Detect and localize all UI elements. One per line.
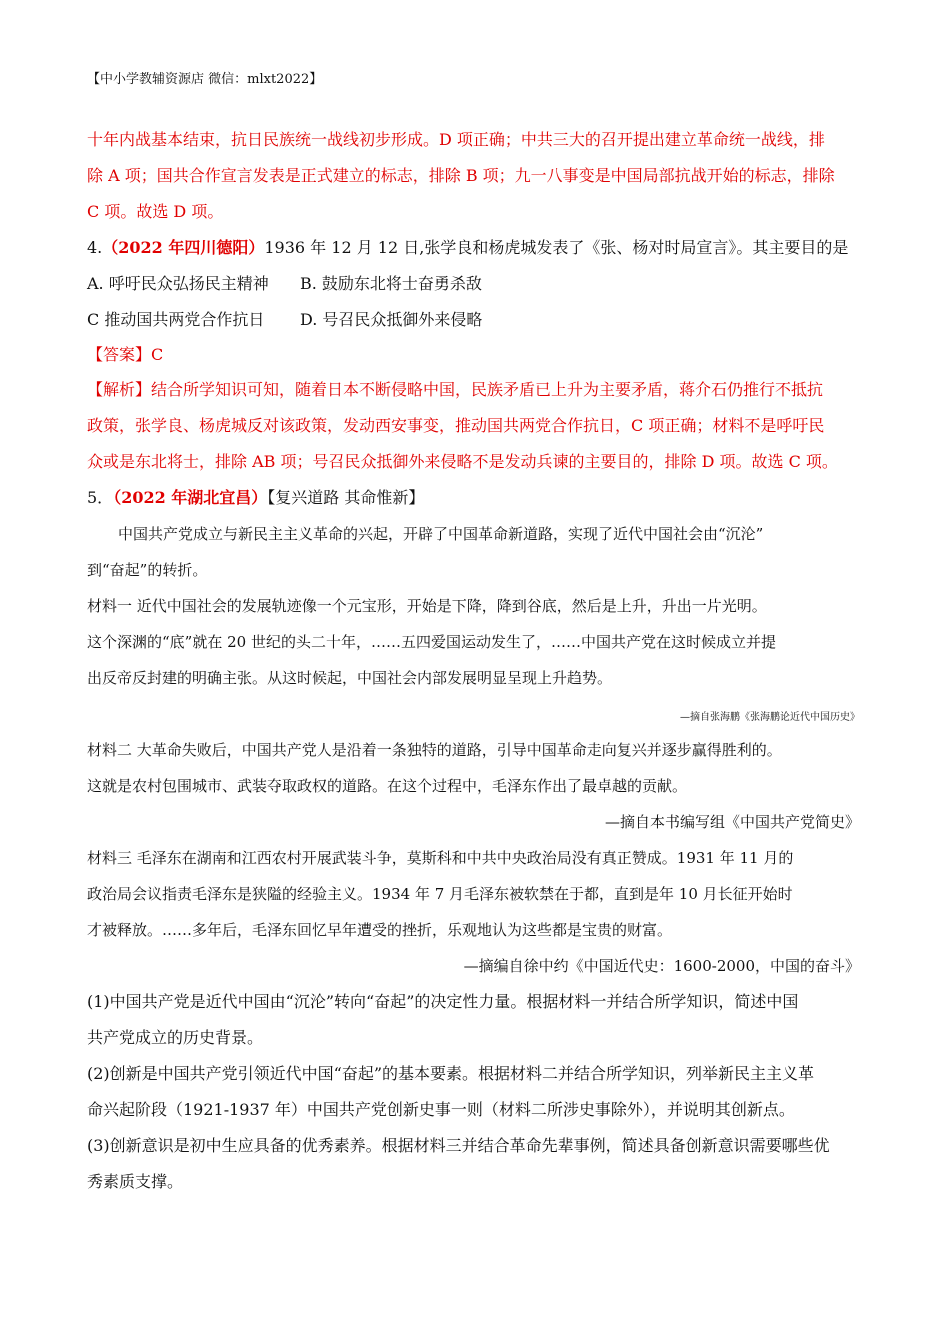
intro-line-1: 中国共产党成立与新民主主义革命的兴起，开辟了中国革命新道路，实现了近代中国社会由“沉沦” bbox=[118, 525, 764, 543]
sub-question-2-line-1: (2)创新是中国共产党引领近代中国“奋起”的基本要素。根据材料二并结合所学知识，列举新民主主义革 bbox=[87, 1064, 815, 1083]
option-b: B. 鼓励东北将士奋勇杀敌 bbox=[300, 274, 482, 293]
material-1-line-1: 材料一 近代中国社会的发展轨迹像一个元宝形，开始是下降，降到谷底，然后是上升，升出一片光明。 bbox=[87, 597, 767, 615]
sub-question-1-line-2: 共产党成立的历史背景。 bbox=[87, 1028, 264, 1047]
sub-question-3-line-1: (3)创新意识是初中生应具备的优秀素养。根据材料三并结合革命先辈事例，简述具备创新意识需要哪些优 bbox=[87, 1136, 830, 1155]
prev-analysis-line-2: 除 A 项；国共合作宣言发表是正式建立的标志，排除 B 项；九一八事变是中国局部抗战开始的标志，排除 bbox=[87, 166, 835, 185]
question-5-stem bbox=[87, 488, 424, 508]
material-3-line-1: 材料三 毛泽东在湖南和江西农村开展武装斗争，莫斯科和中共中央政治局没有真正赞成。1931 年 11 月的 bbox=[87, 849, 794, 867]
question-4-stem bbox=[87, 238, 848, 258]
question-number: 4. bbox=[87, 238, 103, 257]
question-topic: 【复兴道路 其命惟新】 bbox=[267, 488, 425, 507]
analysis-text: 结合所学知识可知，随着日本不断侵略中国，民族矛盾已上升为主要矛盾，蒋介石仍推行不抵抗 bbox=[151, 380, 824, 399]
sub-question-3-line-2: 秀素质支撑。 bbox=[87, 1172, 184, 1191]
material-3-line-3: 才被释放。……多年后，毛泽东回忆早年遭受的挫折，乐观地认为这些都是宝贵的财富。 bbox=[87, 921, 673, 939]
material-2-line-1: 材料二 大革命失败后，中国共产党人是沿着一条独特的道路，引导中国革命走向复兴并逐步赢得胜利的。 bbox=[87, 741, 782, 759]
question-source: （2022 年湖北宜昌） bbox=[113, 488, 268, 507]
analysis-label: 【解析】 bbox=[87, 380, 152, 399]
analysis-line-1 bbox=[87, 380, 823, 400]
sub-question-2-line-2: 命兴起阶段（1921-1937 年）中国共产党创新史事一则（材料二所涉史事除外），并说明其创新点。 bbox=[87, 1100, 795, 1119]
material-2-line-2: 这就是农村包围城市、武装夺取政权的道路。在这个过程中，毛泽东作出了最卓越的贡献。 bbox=[87, 777, 688, 795]
option-d: D. 号召民众抵御外来侵略 bbox=[300, 310, 483, 329]
option-c: C 推动国共两党合作抗日 bbox=[87, 310, 265, 329]
material-1-line-3: 出反帝反封建的明确主张。从这时候起，中国社会内部发展明显呈现上升趋势。 bbox=[87, 669, 613, 687]
option-a: A. 呼吁民众弘扬民主精神 bbox=[87, 274, 269, 293]
prev-analysis-line-3: C 项。故选 D 项。 bbox=[87, 202, 224, 221]
analysis-line-2: 政策，张学良、杨虎城反对该政策，发动西安事变，推动国共两党合作抗日，C 项正确；材料不是呼吁民 bbox=[87, 416, 825, 435]
question-source: （2022 年四川德阳） bbox=[102, 238, 265, 257]
prev-analysis-line-1: 十年内战基本结束，抗日民族统一战线初步形成。D 项正确；中共三大的召开提出建立革命统一战线，排 bbox=[87, 130, 825, 149]
question-number: 5． bbox=[87, 488, 114, 507]
page-header: 【中小学教辅资源店 微信：mlxt2022】 bbox=[87, 72, 323, 87]
material-2-source: —摘自本书编写组《中国共产党简史》 bbox=[604, 813, 860, 831]
material-1-source: —摘自张海鹏《张海鹏论近代中国历史》 bbox=[680, 712, 860, 723]
answer-label: 【答案】C bbox=[87, 345, 164, 364]
material-3-line-2: 政治局会议指责毛泽东是狭隘的经验主义。1934 年 7 月毛泽东被软禁在于都，直到是年 10 月长征开始时 bbox=[87, 885, 793, 903]
question-text: 1936 年 12 月 12 日,张学良和杨虎城发表了《张、杨对时局宣言》。其主要目的是 bbox=[264, 238, 849, 257]
sub-question-1-line-1: (1)中国共产党是近代中国由“沉沦”转向“奋起”的决定性力量。根据材料一并结合所学知识，简述中国 bbox=[87, 992, 799, 1011]
intro-line-2: 到“奋起”的转折。 bbox=[87, 561, 208, 579]
material-3-source: —摘编自徐中约《中国近代史：1600-2000，中国的奋斗》 bbox=[463, 957, 860, 975]
material-1-line-2: 这个深渊的“底”就在 20 世纪的头二十年，……五四爱国运动发生了，……中国共产党在这时候成立并提 bbox=[87, 633, 776, 651]
analysis-line-3: 众或是东北将士，排除 AB 项；号召民众抵御外来侵略不是发动兵谏的主要目的，排除 D 项。故选 C 项。 bbox=[87, 452, 838, 471]
